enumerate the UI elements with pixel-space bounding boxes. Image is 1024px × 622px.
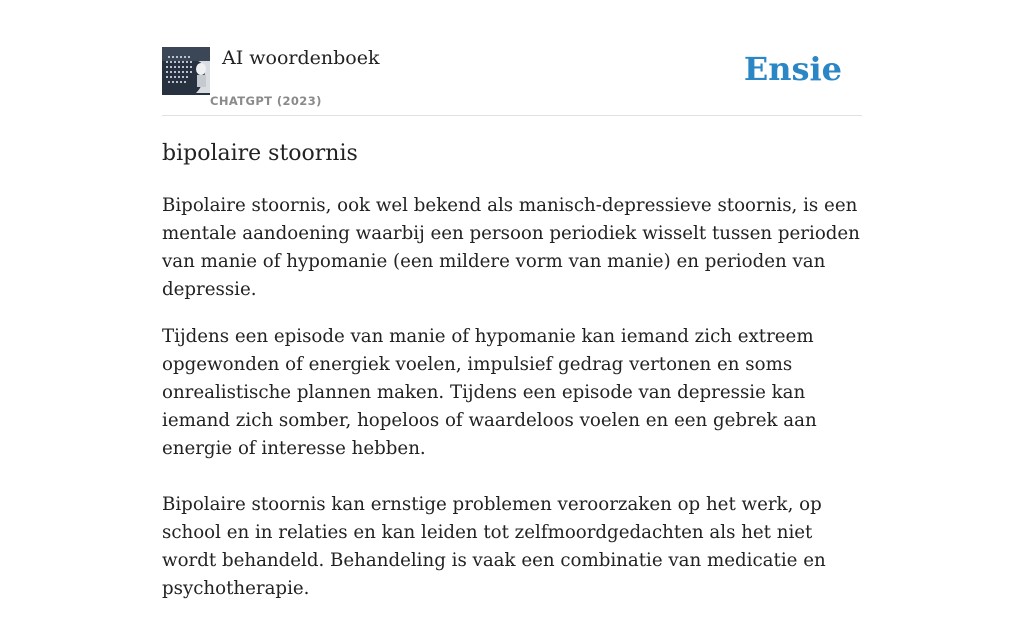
ensie-logo[interactable]: Ensie [743, 50, 842, 88]
entry-paragraph: Bipolaire stoornis kan ernstige problemen veroorzaken op het werk, op school en in relaties en kan leiden tot zelfmoordgedachten als het niet wordt behandeld. Behandeling is vaak een combinatie van medicatie en psychotherapie. [162, 494, 826, 599]
card-header [162, 0, 862, 116]
entry-paragraph: Bipolaire stoornis, ook wel bekend als manisch-depressieve stoornis, is een mentale aandoening waarbij een persoon periodiek wisselt tussen perioden van manie of hypomanie (een mildere vorm van manie) en perioden van depressie. [162, 195, 860, 300]
source-title[interactable]: AI woordenboek [222, 47, 380, 69]
entry-body [162, 192, 862, 622]
source-avatar[interactable] [162, 47, 210, 95]
entry-paragraph: Tijdens een episode van manie of hypomanie kan iemand zich extreem opgewonden of energiek voelen, impulsief gedrag vertonen en soms onrealistische plannen maken. Tijdens een episode van depressie kan iemand zich somber, hopeloos of waardeloos voelen en een gebrek aan energie of interesse hebben. [162, 326, 817, 459]
entry-title: bipolaire stoornis [162, 141, 358, 166]
ensie-card [162, 0, 862, 599]
ai-dictionary-avatar-icon [162, 47, 210, 95]
source-meta: CHATGPT (2023) [210, 94, 322, 108]
